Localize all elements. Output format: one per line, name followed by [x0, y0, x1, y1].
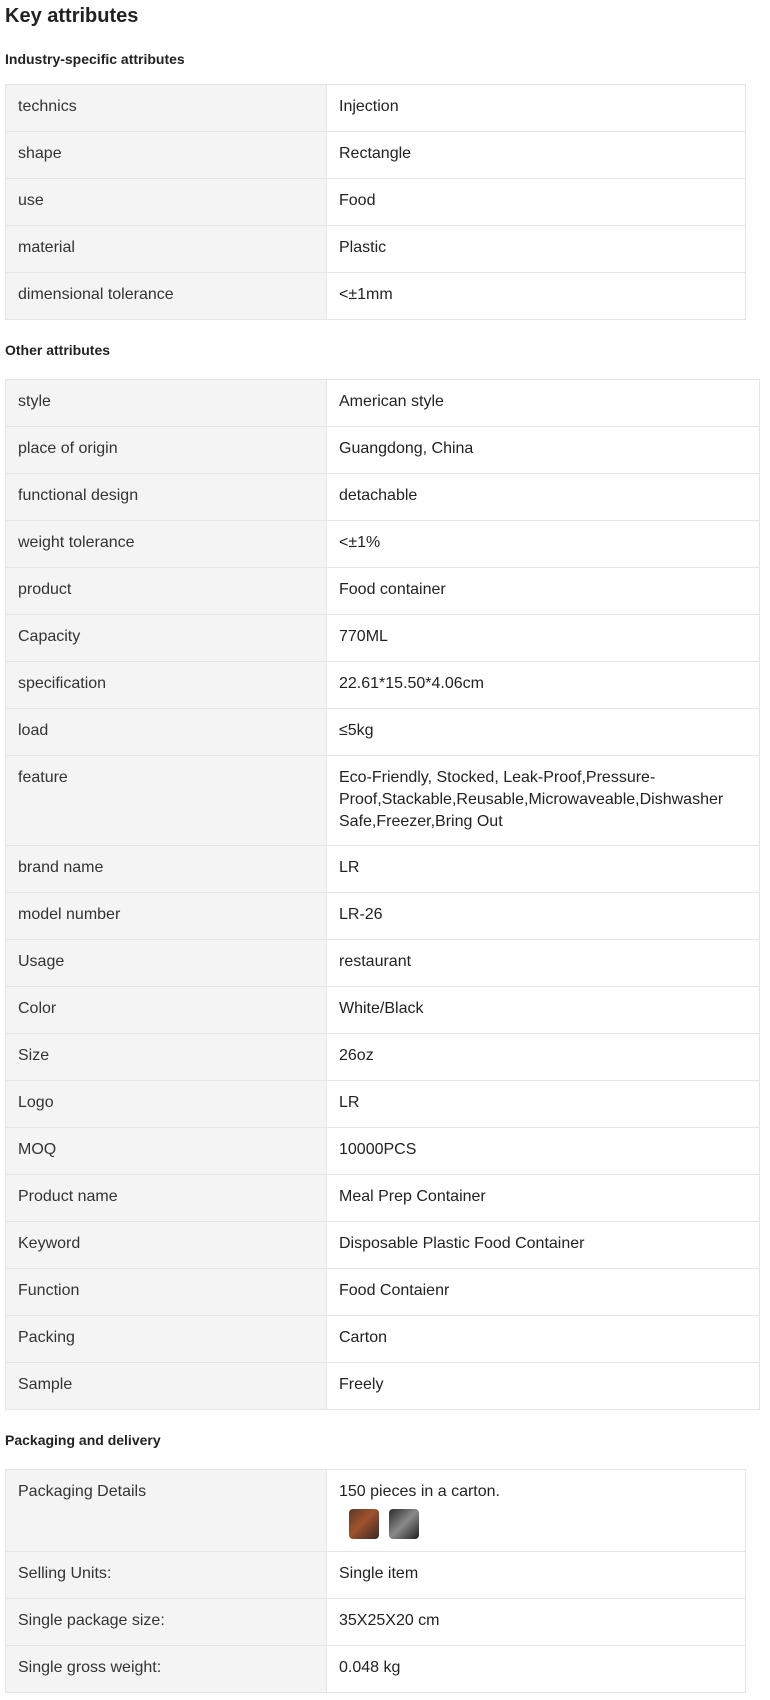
- table-row: [6, 132, 746, 179]
- table-row: [6, 940, 760, 987]
- thumbnail-list: [339, 1509, 733, 1539]
- attr-value: Food: [327, 179, 746, 226]
- attr-key: Selling Units:: [6, 1552, 327, 1599]
- table-row: [6, 709, 760, 756]
- attr-value: White/Black: [327, 987, 760, 1034]
- table-row: [6, 987, 760, 1034]
- attr-key: MOQ: [6, 1128, 327, 1175]
- table-row: [6, 1363, 760, 1410]
- attr-key: Logo: [6, 1081, 327, 1128]
- attr-value: LR-26: [327, 893, 760, 940]
- attr-value-cell: [327, 1470, 746, 1552]
- table-row: [6, 226, 746, 273]
- attr-key: Function: [6, 1269, 327, 1316]
- attr-value: 35X25X20 cm: [327, 1599, 746, 1646]
- attr-value: Carton: [327, 1316, 760, 1363]
- table-row: [6, 380, 760, 427]
- attr-value: Guangdong, China: [327, 427, 760, 474]
- attr-key: Packaging Details: [6, 1470, 327, 1552]
- table-row: [6, 1222, 760, 1269]
- section-title-packaging: Packaging and delivery: [5, 1432, 161, 1448]
- attr-value: Disposable Plastic Food Container: [327, 1222, 760, 1269]
- attr-key: dimensional tolerance: [6, 273, 327, 320]
- attr-key: Single package size:: [6, 1599, 327, 1646]
- table-row: [6, 1552, 746, 1599]
- attr-key: Size: [6, 1034, 327, 1081]
- attr-key: feature: [6, 756, 327, 846]
- attr-key: material: [6, 226, 327, 273]
- attr-key: load: [6, 709, 327, 756]
- attr-key: Product name: [6, 1175, 327, 1222]
- attr-value: Plastic: [327, 226, 746, 273]
- attr-value: 26oz: [327, 1034, 760, 1081]
- attr-key: model number: [6, 893, 327, 940]
- attr-key: Keyword: [6, 1222, 327, 1269]
- image-thumbnail-icon[interactable]: [389, 1509, 419, 1539]
- attr-value: 0.048 kg: [327, 1646, 746, 1693]
- attr-value: LR: [327, 1081, 760, 1128]
- attr-value: <±1mm: [327, 273, 746, 320]
- section-title-industry: Industry-specific attributes: [5, 51, 185, 67]
- attr-value: restaurant: [327, 940, 760, 987]
- attr-value: 22.61*15.50*4.06cm: [327, 662, 760, 709]
- table-row: [6, 1175, 760, 1222]
- attr-value: 770ML: [327, 615, 760, 662]
- attr-value: Food container: [327, 568, 760, 615]
- attr-value: Rectangle: [327, 132, 746, 179]
- attr-value: Single item: [327, 1552, 746, 1599]
- attr-value: American style: [327, 380, 760, 427]
- attr-key: use: [6, 179, 327, 226]
- attr-value: detachable: [327, 474, 760, 521]
- table-row: [6, 1470, 746, 1552]
- attr-key: shape: [6, 132, 327, 179]
- attr-value: ≤5kg: [327, 709, 760, 756]
- attr-key: brand name: [6, 846, 327, 893]
- image-thumbnail-icon[interactable]: [349, 1509, 379, 1539]
- table-row: [6, 427, 760, 474]
- attr-key: place of origin: [6, 427, 327, 474]
- section-title-other: Other attributes: [5, 342, 111, 358]
- table-row: [6, 1034, 760, 1081]
- table-row: [6, 273, 746, 320]
- table-row: [6, 85, 746, 132]
- industry-attributes-table: [5, 84, 746, 320]
- attr-key: Color: [6, 987, 327, 1034]
- table-row: [6, 846, 760, 893]
- table-row: [6, 474, 760, 521]
- attr-value: Meal Prep Container: [327, 1175, 760, 1222]
- attr-key: technics: [6, 85, 327, 132]
- attr-key: Packing: [6, 1316, 327, 1363]
- attr-value: Eco-Friendly, Stocked, Leak-Proof,Pressure-Proof,Stackable,Reusable,Microwaveable,Dishwasher Safe,Freezer,Bring Out: [327, 756, 760, 846]
- attr-value: Food Contaienr: [327, 1269, 760, 1316]
- attr-value: 10000PCS: [327, 1128, 760, 1175]
- table-row: [6, 615, 760, 662]
- table-row: [6, 1081, 760, 1128]
- attr-key: specification: [6, 662, 327, 709]
- attr-key: Capacity: [6, 615, 327, 662]
- other-attributes-table: [5, 379, 760, 1410]
- attr-key: functional design: [6, 474, 327, 521]
- attr-key: Single gross weight:: [6, 1646, 327, 1693]
- table-row: [6, 662, 760, 709]
- attr-key: weight tolerance: [6, 521, 327, 568]
- table-row: [6, 1646, 746, 1693]
- attr-key: style: [6, 380, 327, 427]
- table-row: [6, 1316, 760, 1363]
- packaging-table: [5, 1469, 746, 1693]
- attr-value: LR: [327, 846, 760, 893]
- table-row: [6, 521, 760, 568]
- table-row: [6, 1599, 746, 1646]
- attr-key: product: [6, 568, 327, 615]
- attr-key: Sample: [6, 1363, 327, 1410]
- table-row: [6, 893, 760, 940]
- page-title: Key attributes: [5, 5, 139, 27]
- table-row: [6, 1269, 760, 1316]
- table-row: [6, 179, 746, 226]
- table-row: [6, 1128, 760, 1175]
- attr-key: Usage: [6, 940, 327, 987]
- table-row: [6, 568, 760, 615]
- attr-value: 150 pieces in a carton.: [339, 1483, 500, 1500]
- attr-value: <±1%: [327, 521, 760, 568]
- attr-value: Injection: [327, 85, 746, 132]
- attr-value: Freely: [327, 1363, 760, 1410]
- table-row: [6, 756, 760, 846]
